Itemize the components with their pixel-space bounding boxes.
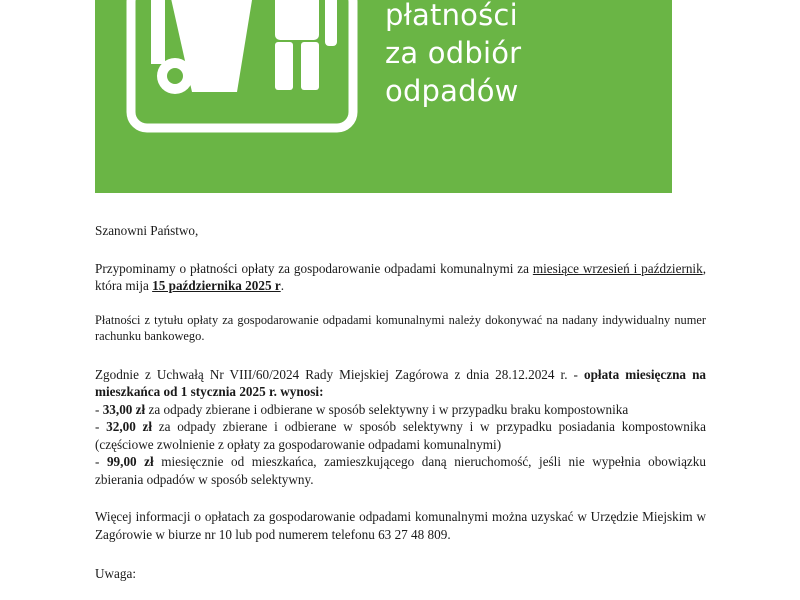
header-banner xyxy=(95,0,672,193)
rate-item-prefix: - xyxy=(95,419,107,434)
banner-title-line: odpadów xyxy=(385,74,519,108)
rate-amount: 99,00 zł xyxy=(106,454,154,469)
rate-item-prefix: - xyxy=(95,401,103,417)
payment-reminder-paragraph xyxy=(95,260,706,295)
banner-title-line: płatności xyxy=(385,0,518,32)
note-heading: Uwaga: xyxy=(95,566,137,581)
rate-description: za odpady zbierane i odbierane w sposób selektywny i w przypadku braku kompostownika xyxy=(145,401,629,417)
reminder-text-2: , która mija xyxy=(95,260,706,293)
letter-body xyxy=(95,222,706,583)
rate-amount: 33,00 zł xyxy=(102,401,146,417)
rate-item xyxy=(95,401,706,419)
payment-deadline: 15 października 2025 r xyxy=(152,278,281,293)
banner-title-line: za odbiór xyxy=(385,36,522,70)
rate-item xyxy=(95,453,706,488)
rate-amount: 32,00 zł xyxy=(106,419,153,434)
reminder-months: miesiące wrzesień i październik xyxy=(532,260,703,276)
reminder-text-3: . xyxy=(280,278,285,293)
rate-description: miesięcznie od mieszkańca, zamieszkującego daną nieruchomość, jeśli nie wypełnia obowiązku zbierania odpadów w sposób selektywny. xyxy=(95,454,706,487)
rate-item xyxy=(95,418,706,453)
reminder-text: Przypominamy o płatności opłaty za gospodarowanie odpadami komunalnymi za xyxy=(95,260,533,276)
contact-info-paragraph: Więcej informacji o opłatach za gospodarowanie odpadami komunalnymi można uzyskać w Urzędzie Miejskim w Zagórowie w biurze nr 10 lub pod numerem telefonu 63 27 48 809. xyxy=(95,509,706,542)
monthly-rate-heading: opłata miesięczna na mieszkańca od 1 stycznia 2025 r. wynosi: xyxy=(95,366,706,399)
bank-account-paragraph: Płatności z tytułu opłaty za gospodarowanie odpadami komunalnymi należy dokonywać na nadany indywidualny numer rachunku bankowego. xyxy=(95,312,706,343)
greeting: Szanowni Państwo, xyxy=(95,223,199,238)
rate-description: za odpady zbierane i odbierane w sposób selektywny i w przypadku posiadania kompostownika (częściowe zwolnienie z opłaty za gospodarowanie odpadami komunalnymi) xyxy=(95,419,706,452)
banner-title xyxy=(385,0,521,110)
waste-bin-person-icon xyxy=(125,0,365,140)
rate-item-prefix: - xyxy=(95,454,107,469)
resolution-intro: Zgodnie z Uchwałą Nr VIII/60/2024 Rady Miejskiej Zagórowa z dnia 28.12.2024 r. - xyxy=(95,366,584,382)
rate-resolution-paragraph xyxy=(95,366,706,401)
